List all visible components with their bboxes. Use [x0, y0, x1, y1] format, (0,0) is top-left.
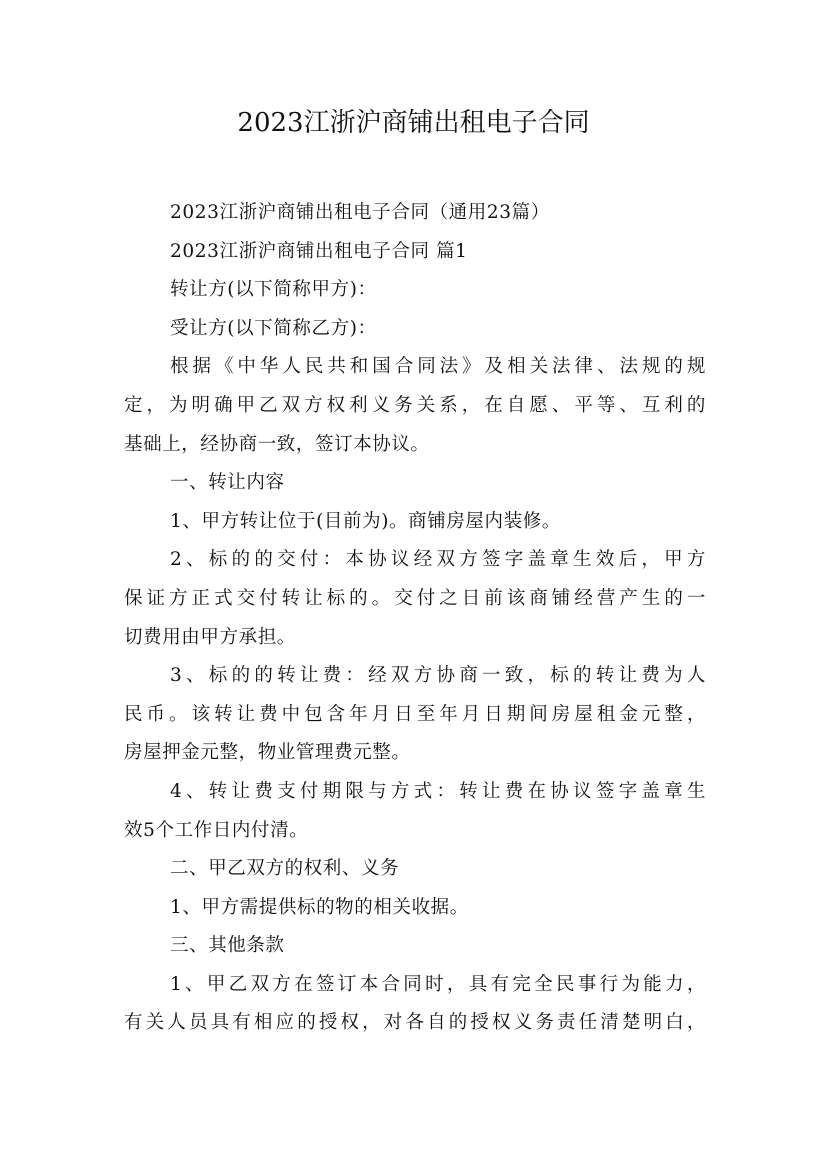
paragraph-line: 基础上，经协商一致，签订本协议。	[124, 433, 430, 455]
paragraph-line: 1、甲方转让位于(目前为)。商铺房屋内装修。	[170, 510, 561, 532]
paragraph-line: 切费用由甲方承担。	[124, 626, 296, 648]
paragraph-line: 民币。该转让费中包含年月日至年月日期间房屋租金元整，	[124, 703, 706, 725]
paragraph-line: 2023江浙沪商铺出租电子合同 篇1	[170, 240, 468, 262]
paragraph-line: 保证方正式交付转让标的。交付之日前该商铺经营产生的一	[124, 587, 706, 609]
paragraph-line: 受让方(以下简称乙方)：	[170, 317, 377, 339]
section-heading: 二、甲乙双方的权利、义务	[170, 858, 400, 880]
paragraph-line: 3、标的的转让费：经双方协商一致，标的转让费为人	[170, 665, 706, 687]
paragraph-line: 定，为明确甲乙双方权利义务关系，在自愿、平等、互利的	[124, 394, 706, 416]
paragraph-line: 1、甲乙双方在签订本合同时，具有完全民事行为能力，	[170, 973, 706, 995]
paragraph-line: 转让方(以下简称甲方)：	[170, 279, 377, 301]
section-heading: 一、转让内容	[170, 472, 285, 494]
paragraph-line: 4、转让费支付期限与方式：转让费在协议签字盖章生	[170, 780, 706, 802]
paragraph-line: 根据《中华人民共和国合同法》及相关法律、法规的规	[170, 356, 706, 378]
document-title: 2023江浙沪商铺出租电子合同	[237, 108, 590, 138]
section-heading: 三、其他条款	[170, 935, 285, 957]
document-body	[124, 194, 714, 1043]
paragraph-line: 2023江浙沪商铺出租电子合同（通用23篇）	[170, 202, 550, 223]
paragraph-line: 1、甲方需提供标的物的相关收据。	[170, 896, 469, 918]
paragraph-line: 2、标的的交付：本协议经双方签字盖章生效后，甲方	[170, 549, 706, 571]
paragraph-line: 有关人员具有相应的授权，对各自的授权义务责任清楚明白，	[124, 1012, 706, 1034]
paragraph-line: 效5个工作日内付清。	[124, 819, 309, 841]
paragraph-line: 房屋押金元整，物业管理费元整。	[124, 742, 411, 764]
